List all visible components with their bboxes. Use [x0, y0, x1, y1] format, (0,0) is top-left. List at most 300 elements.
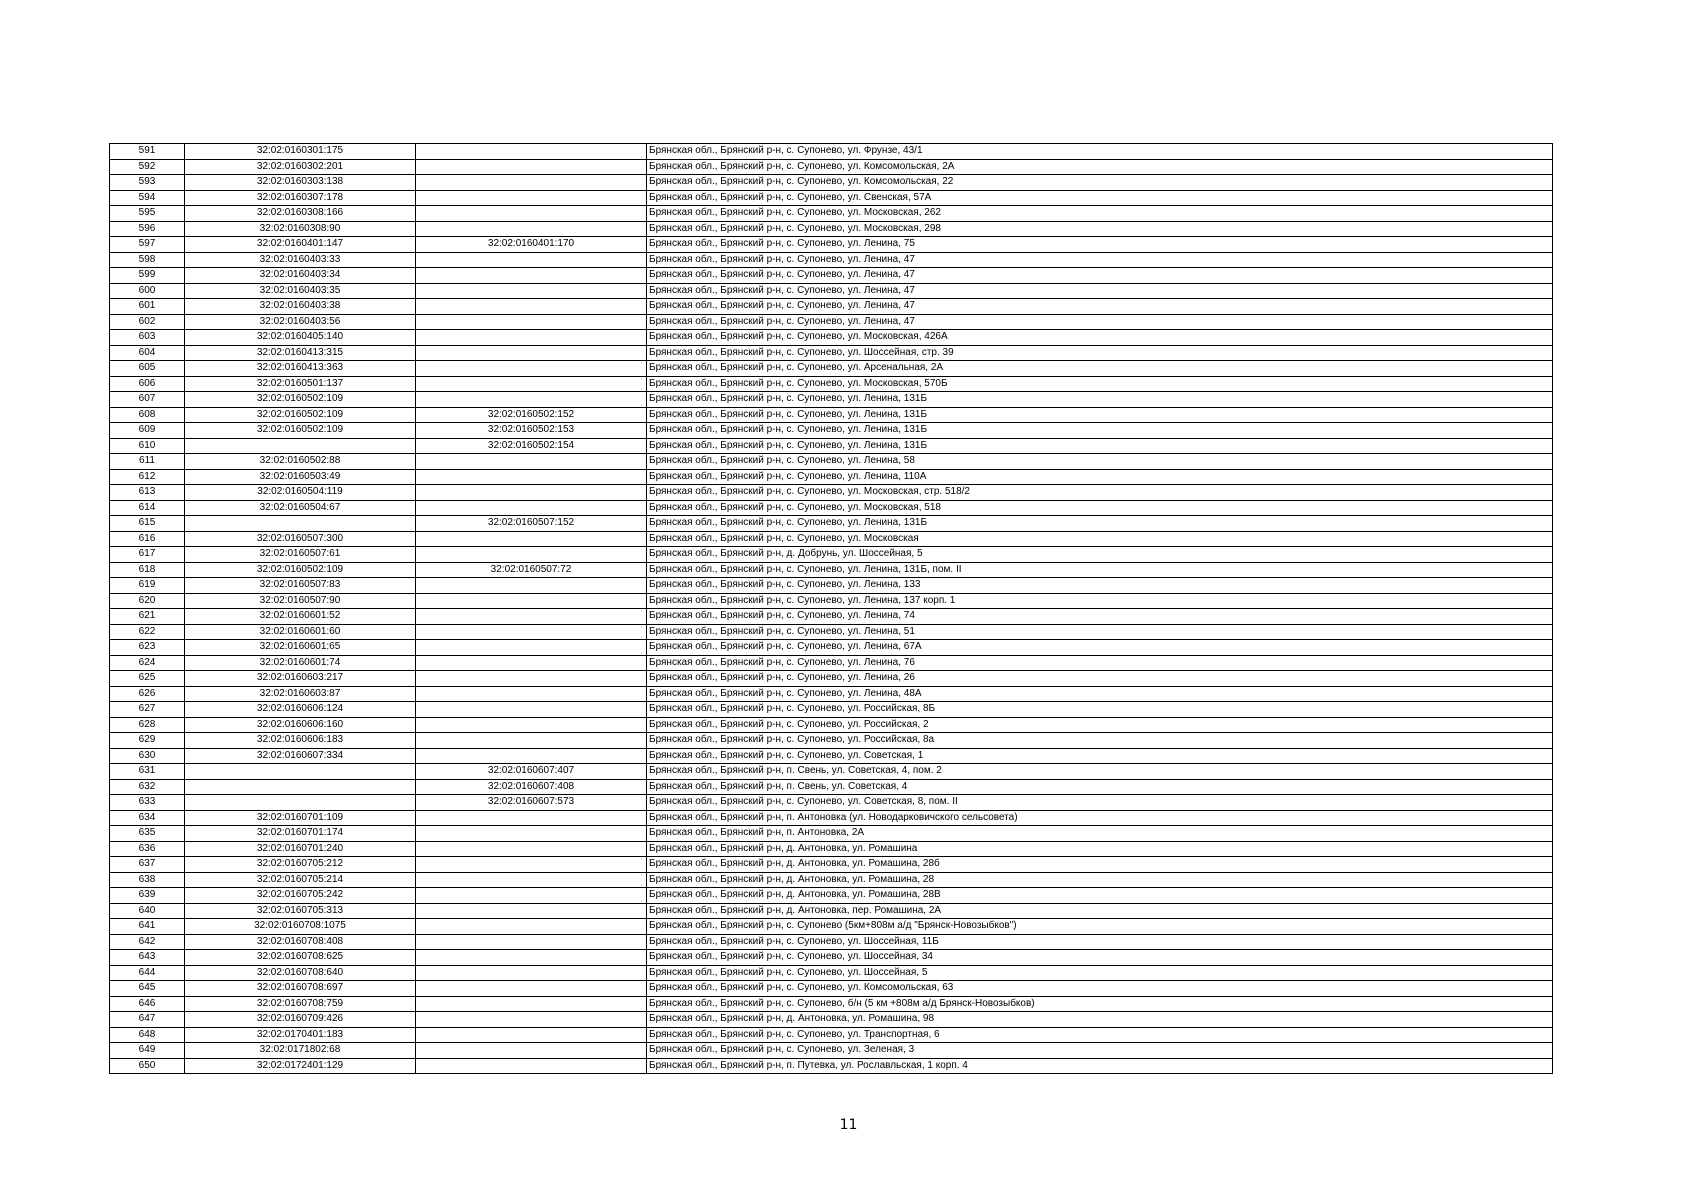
table-row: [110, 299, 1553, 315]
premises-cadastral-number-cell: [416, 996, 647, 1012]
premises-cadastral-number-cell: [416, 500, 647, 516]
address-cell: Брянская обл., Брянский р-н, с. Супонево, ул. Ленина, 131Б, пом. II: [647, 562, 1553, 578]
row-number-cell: 595: [110, 206, 185, 222]
row-number-cell: 602: [110, 314, 185, 330]
cadastral-number-cell: 32:02:0160708:640: [185, 965, 416, 981]
cadastral-number-cell: 32:02:0160708:697: [185, 981, 416, 997]
cadastral-number-cell: 32:02:0170401:183: [185, 1027, 416, 1043]
table-row: [110, 206, 1553, 222]
premises-cadastral-number-cell: [416, 593, 647, 609]
cadastral-number-cell: 32:02:0160705:212: [185, 857, 416, 873]
row-number-cell: 642: [110, 934, 185, 950]
row-number-cell: 648: [110, 1027, 185, 1043]
premises-cadastral-number-cell: [416, 810, 647, 826]
address-cell: Брянская обл., Брянский р-н, с. Супонево, ул. Ленина, 74: [647, 609, 1553, 625]
premises-cadastral-number-cell: 32:02:0160607:573: [416, 795, 647, 811]
table-row: [110, 671, 1553, 687]
cadastral-number-cell: 32:02:0160705:214: [185, 872, 416, 888]
cadastral-number-cell: 32:02:0160405:140: [185, 330, 416, 346]
premises-cadastral-number-cell: [416, 314, 647, 330]
premises-cadastral-number-cell: [416, 547, 647, 563]
table-row: [110, 795, 1553, 811]
premises-cadastral-number-cell: [416, 624, 647, 640]
premises-cadastral-number-cell: [416, 748, 647, 764]
premises-cadastral-number-cell: [416, 190, 647, 206]
address-cell: Брянская обл., Брянский р-н, с. Супонево, ул. Комсомольская, 2А: [647, 159, 1553, 175]
cadastral-number-cell: 32:02:0160606:160: [185, 717, 416, 733]
address-cell: Брянская обл., Брянский р-н, с. Супонево, ул. Ленина, 131Б: [647, 392, 1553, 408]
table-row: [110, 516, 1553, 532]
table-row: [110, 686, 1553, 702]
address-cell: Брянская обл., Брянский р-н, с. Супонево, ул. Российская, 8а: [647, 733, 1553, 749]
premises-cadastral-number-cell: [416, 671, 647, 687]
address-cell: Брянская обл., Брянский р-н, с. Супонево, ул. Ленина, 110А: [647, 469, 1553, 485]
address-cell: Брянская обл., Брянский р-н, с. Супонево, ул. Шоссейная, 5: [647, 965, 1553, 981]
address-cell: Брянская обл., Брянский р-н, с. Супонево, ул. Шоссейная, 11Б: [647, 934, 1553, 950]
premises-cadastral-number-cell: [416, 175, 647, 191]
row-number-cell: 640: [110, 903, 185, 919]
row-number-cell: 618: [110, 562, 185, 578]
cadastral-number-cell: 32:02:0160307:178: [185, 190, 416, 206]
premises-cadastral-number-cell: [416, 252, 647, 268]
premises-cadastral-number-cell: [416, 686, 647, 702]
row-number-cell: 637: [110, 857, 185, 873]
table-row: [110, 485, 1553, 501]
premises-cadastral-number-cell: [416, 578, 647, 594]
address-cell: Брянская обл., Брянский р-н, д. Антоновка, пер. Ромашина, 2А: [647, 903, 1553, 919]
table-row: [110, 392, 1553, 408]
row-number-cell: 633: [110, 795, 185, 811]
address-cell: Брянская обл., Брянский р-н, с. Супонево, ул. Ленина, 58: [647, 454, 1553, 470]
row-number-cell: 625: [110, 671, 185, 687]
row-number-cell: 624: [110, 655, 185, 671]
cadastral-number-cell: 32:02:0160507:300: [185, 531, 416, 547]
cadastral-number-cell: [185, 438, 416, 454]
table-row: [110, 454, 1553, 470]
row-number-cell: 591: [110, 144, 185, 160]
cadastral-number-cell: 32:02:0160601:65: [185, 640, 416, 656]
premises-cadastral-number-cell: [416, 888, 647, 904]
table-row: [110, 655, 1553, 671]
table-row: [110, 159, 1553, 175]
table-row: [110, 872, 1553, 888]
table-row: [110, 888, 1553, 904]
cadastral-number-cell: 32:02:0160308:166: [185, 206, 416, 222]
premises-cadastral-number-cell: 32:02:0160502:154: [416, 438, 647, 454]
address-cell: Брянская обл., Брянский р-н, с. Супонево, ул. Шоссейная, 34: [647, 950, 1553, 966]
premises-cadastral-number-cell: 32:02:0160401:170: [416, 237, 647, 253]
table-row: [110, 345, 1553, 361]
premises-cadastral-number-cell: [416, 206, 647, 222]
address-cell: Брянская обл., Брянский р-н, п. Антоновка, 2А: [647, 826, 1553, 842]
row-number-cell: 634: [110, 810, 185, 826]
cadastral-number-cell: 32:02:0160709:426: [185, 1012, 416, 1028]
row-number-cell: 643: [110, 950, 185, 966]
cadastral-number-cell: 32:02:0160504:67: [185, 500, 416, 516]
row-number-cell: 601: [110, 299, 185, 315]
premises-cadastral-number-cell: 32:02:0160607:408: [416, 779, 647, 795]
cadastral-number-cell: [185, 795, 416, 811]
row-number-cell: 614: [110, 500, 185, 516]
table-row: [110, 609, 1553, 625]
address-cell: Брянская обл., Брянский р-н, с. Супонево, ул. Ленина, 47: [647, 299, 1553, 315]
table-row: [110, 175, 1553, 191]
address-cell: Брянская обл., Брянский р-н, с. Супонево, ул. Фрунзе, 43/1: [647, 144, 1553, 160]
row-number-cell: 631: [110, 764, 185, 780]
premises-cadastral-number-cell: [416, 609, 647, 625]
table-row: [110, 438, 1553, 454]
row-number-cell: 617: [110, 547, 185, 563]
row-number-cell: 616: [110, 531, 185, 547]
cadastral-number-cell: [185, 516, 416, 532]
cadastral-number-cell: 32:02:0160413:363: [185, 361, 416, 377]
premises-cadastral-number-cell: [416, 485, 647, 501]
table-row: [110, 330, 1553, 346]
cadastral-number-cell: 32:02:0160708:625: [185, 950, 416, 966]
cadastral-number-cell: 32:02:0160606:183: [185, 733, 416, 749]
premises-cadastral-number-cell: 32:02:0160507:152: [416, 516, 647, 532]
table-row: [110, 593, 1553, 609]
address-cell: Брянская обл., Брянский р-н, с. Супонево, ул. Московская, 298: [647, 221, 1553, 237]
address-cell: Брянская обл., Брянский р-н, с. Супонево, ул. Московская, 426А: [647, 330, 1553, 346]
page-number: 11: [839, 1117, 858, 1133]
premises-cadastral-number-cell: [416, 144, 647, 160]
table-row: [110, 624, 1553, 640]
address-cell: Брянская обл., Брянский р-н, с. Супонево, ул. Ленина, 26: [647, 671, 1553, 687]
row-number-cell: 603: [110, 330, 185, 346]
table-row: [110, 407, 1553, 423]
row-number-cell: 635: [110, 826, 185, 842]
table-row: [110, 640, 1553, 656]
premises-cadastral-number-cell: [416, 655, 647, 671]
address-cell: Брянская обл., Брянский р-н, п. Свень, ул. Советская, 4, пом. 2: [647, 764, 1553, 780]
premises-cadastral-number-cell: [416, 841, 647, 857]
premises-cadastral-number-cell: [416, 221, 647, 237]
cadastral-number-cell: 32:02:0160708:759: [185, 996, 416, 1012]
premises-cadastral-number-cell: 32:02:0160507:72: [416, 562, 647, 578]
row-number-cell: 597: [110, 237, 185, 253]
cadastral-number-cell: 32:02:0160403:34: [185, 268, 416, 284]
cadastral-number-cell: 32:02:0160601:52: [185, 609, 416, 625]
row-number-cell: 626: [110, 686, 185, 702]
address-cell: Брянская обл., Брянский р-н, с. Супонево (5км+808м а/д "Брянск-Новозыбков"): [647, 919, 1553, 935]
address-cell: Брянская обл., Брянский р-н, с. Супонево, ул. Московская, 518: [647, 500, 1553, 516]
cadastral-number-cell: 32:02:0160701:174: [185, 826, 416, 842]
table-row: [110, 981, 1553, 997]
premises-cadastral-number-cell: [416, 903, 647, 919]
row-number-cell: 600: [110, 283, 185, 299]
premises-cadastral-number-cell: [416, 857, 647, 873]
row-number-cell: 592: [110, 159, 185, 175]
row-number-cell: 596: [110, 221, 185, 237]
cadastral-number-cell: 32:02:0160601:74: [185, 655, 416, 671]
table-row: [110, 996, 1553, 1012]
premises-cadastral-number-cell: [416, 965, 647, 981]
row-number-cell: 638: [110, 872, 185, 888]
premises-cadastral-number-cell: 32:02:0160607:407: [416, 764, 647, 780]
premises-cadastral-number-cell: [416, 950, 647, 966]
address-cell: Брянская обл., Брянский р-н, с. Супонево, ул. Московская, 262: [647, 206, 1553, 222]
row-number-cell: 610: [110, 438, 185, 454]
premises-cadastral-number-cell: [416, 159, 647, 175]
table-body: [110, 144, 1553, 1074]
premises-cadastral-number-cell: [416, 392, 647, 408]
row-number-cell: 641: [110, 919, 185, 935]
row-number-cell: 619: [110, 578, 185, 594]
row-number-cell: 621: [110, 609, 185, 625]
cadastral-number-cell: 32:02:0160603:217: [185, 671, 416, 687]
row-number-cell: 627: [110, 702, 185, 718]
premises-cadastral-number-cell: [416, 345, 647, 361]
table-row: [110, 919, 1553, 935]
address-cell: Брянская обл., Брянский р-н, с. Супонево, б/н (5 км +808м а/д Брянск-Новозыбков): [647, 996, 1553, 1012]
table-row: [110, 717, 1553, 733]
cadastral-number-cell: 32:02:0160401:147: [185, 237, 416, 253]
premises-cadastral-number-cell: 32:02:0160502:153: [416, 423, 647, 439]
premises-cadastral-number-cell: 32:02:0160502:152: [416, 407, 647, 423]
cadastral-number-cell: 32:02:0160507:61: [185, 547, 416, 563]
row-number-cell: 609: [110, 423, 185, 439]
table-row: [110, 237, 1553, 253]
address-cell: Брянская обл., Брянский р-н, д. Антоновка, ул. Ромашина, 28В: [647, 888, 1553, 904]
cadastral-number-cell: 32:02:0160705:313: [185, 903, 416, 919]
row-number-cell: 623: [110, 640, 185, 656]
table-row: [110, 1012, 1553, 1028]
row-number-cell: 604: [110, 345, 185, 361]
table-row: [110, 283, 1553, 299]
table-row: [110, 361, 1553, 377]
address-cell: Брянская обл., Брянский р-н, д. Антоновка, ул. Ромашина, 28: [647, 872, 1553, 888]
row-number-cell: 611: [110, 454, 185, 470]
address-cell: Брянская обл., Брянский р-н, с. Супонево, ул. Советская, 1: [647, 748, 1553, 764]
address-cell: Брянская обл., Брянский р-н, с. Супонево, ул. Арсенальная, 2А: [647, 361, 1553, 377]
table-row: [110, 144, 1553, 160]
table-row: [110, 376, 1553, 392]
cadastral-number-cell: 32:02:0160503:49: [185, 469, 416, 485]
cadastral-number-cell: 32:02:0160403:56: [185, 314, 416, 330]
address-cell: Брянская обл., Брянский р-н, с. Супонево, ул. Шоссейная, стр. 39: [647, 345, 1553, 361]
cadastral-number-cell: 32:02:0160301:175: [185, 144, 416, 160]
table-row: [110, 190, 1553, 206]
cadastral-number-cell: 32:02:0160501:137: [185, 376, 416, 392]
premises-cadastral-number-cell: [416, 872, 647, 888]
address-cell: Брянская обл., Брянский р-н, с. Супонево, ул. Ленина, 51: [647, 624, 1553, 640]
row-number-cell: 645: [110, 981, 185, 997]
premises-cadastral-number-cell: [416, 330, 647, 346]
table-row: [110, 1043, 1553, 1059]
row-number-cell: 606: [110, 376, 185, 392]
cadastral-number-cell: 32:02:0160403:38: [185, 299, 416, 315]
address-cell: Брянская обл., Брянский р-н, с. Супонево, ул. Ленина, 133: [647, 578, 1553, 594]
cadastral-number-cell: 32:02:0160413:315: [185, 345, 416, 361]
address-cell: Брянская обл., Брянский р-н, д. Антоновка, ул. Ромашина, 28б: [647, 857, 1553, 873]
address-cell: Брянская обл., Брянский р-н, п. Свень, ул. Советская, 4: [647, 779, 1553, 795]
premises-cadastral-number-cell: [416, 268, 647, 284]
premises-cadastral-number-cell: [416, 1027, 647, 1043]
address-cell: Брянская обл., Брянский р-н, с. Супонево, ул. Московская: [647, 531, 1553, 547]
premises-cadastral-number-cell: [416, 454, 647, 470]
cadastral-number-cell: 32:02:0160701:240: [185, 841, 416, 857]
cadastral-number-cell: 32:02:0160502:109: [185, 423, 416, 439]
row-number-cell: 605: [110, 361, 185, 377]
table-row: [110, 221, 1553, 237]
address-cell: Брянская обл., Брянский р-н, п. Путевка, ул. Рославльская, 1 корп. 4: [647, 1058, 1553, 1074]
row-number-cell: 594: [110, 190, 185, 206]
row-number-cell: 632: [110, 779, 185, 795]
premises-cadastral-number-cell: [416, 717, 647, 733]
address-cell: Брянская обл., Брянский р-н, с. Супонево, ул. Ленина, 67А: [647, 640, 1553, 656]
cadastral-number-cell: 32:02:0160403:33: [185, 252, 416, 268]
address-cell: Брянская обл., Брянский р-н, с. Супонево, ул. Российская, 2: [647, 717, 1553, 733]
premises-cadastral-number-cell: [416, 826, 647, 842]
table-row: [110, 857, 1553, 873]
row-number-cell: 650: [110, 1058, 185, 1074]
table-row: [110, 903, 1553, 919]
table-row: [110, 950, 1553, 966]
premises-cadastral-number-cell: [416, 1058, 647, 1074]
row-number-cell: 612: [110, 469, 185, 485]
table-row: [110, 779, 1553, 795]
table-row: [110, 934, 1553, 950]
address-cell: Брянская обл., Брянский р-н, с. Супонево, ул. Ленина, 47: [647, 252, 1553, 268]
table-row: [110, 965, 1553, 981]
table-row: [110, 826, 1553, 842]
address-cell: Брянская обл., Брянский р-н, д. Антоновка, ул. Ромашина, 98: [647, 1012, 1553, 1028]
table-row: [110, 469, 1553, 485]
table-row: [110, 1027, 1553, 1043]
cadastral-number-cell: 32:02:0171802:68: [185, 1043, 416, 1059]
row-number-cell: 620: [110, 593, 185, 609]
cadastral-number-cell: 32:02:0160701:109: [185, 810, 416, 826]
premises-cadastral-number-cell: [416, 469, 647, 485]
address-cell: Брянская обл., Брянский р-н, с. Супонево, ул. Ленина, 76: [647, 655, 1553, 671]
table-row: [110, 702, 1553, 718]
table-row: [110, 500, 1553, 516]
premises-cadastral-number-cell: [416, 702, 647, 718]
address-cell: Брянская обл., Брянский р-н, с. Супонево, ул. Московская, 570Б: [647, 376, 1553, 392]
address-cell: Брянская обл., Брянский р-н, с. Супонево, ул. Комсомольская, 22: [647, 175, 1553, 191]
table-row: [110, 252, 1553, 268]
table-row: [110, 547, 1553, 563]
cadastral-number-cell: 32:02:0160507:90: [185, 593, 416, 609]
address-cell: Брянская обл., Брянский р-н, с. Супонево, ул. Ленина, 131Б: [647, 438, 1553, 454]
row-number-cell: 615: [110, 516, 185, 532]
cadastral-number-cell: 32:02:0160708:408: [185, 934, 416, 950]
cadastral-number-cell: 32:02:0160601:60: [185, 624, 416, 640]
row-number-cell: 644: [110, 965, 185, 981]
cadastral-number-cell: 32:02:0160403:35: [185, 283, 416, 299]
row-number-cell: 629: [110, 733, 185, 749]
address-cell: Брянская обл., Брянский р-н, с. Супонево, ул. Ленина, 47: [647, 314, 1553, 330]
row-number-cell: 636: [110, 841, 185, 857]
address-cell: Брянская обл., Брянский р-н, с. Супонево, ул. Ленина, 47: [647, 283, 1553, 299]
address-cell: Брянская обл., Брянский р-н, с. Супонево, ул. Комсомольская, 63: [647, 981, 1553, 997]
row-number-cell: 593: [110, 175, 185, 191]
premises-cadastral-number-cell: [416, 1043, 647, 1059]
table-row: [110, 423, 1553, 439]
cadastral-number-cell: 32:02:0160302:201: [185, 159, 416, 175]
table-row: [110, 562, 1553, 578]
premises-cadastral-number-cell: [416, 361, 647, 377]
cadastral-number-cell: 32:02:0160303:138: [185, 175, 416, 191]
row-number-cell: 599: [110, 268, 185, 284]
table-row: [110, 531, 1553, 547]
row-number-cell: 639: [110, 888, 185, 904]
premises-cadastral-number-cell: [416, 531, 647, 547]
cadastral-number-cell: 32:02:0160708:1075: [185, 919, 416, 935]
cadastral-number-cell: 32:02:0160507:83: [185, 578, 416, 594]
premises-cadastral-number-cell: [416, 919, 647, 935]
property-registry-table: [109, 143, 1553, 1074]
table-row: [110, 841, 1553, 857]
cadastral-number-cell: 32:02:0160705:242: [185, 888, 416, 904]
cadastral-number-cell: 32:02:0172401:129: [185, 1058, 416, 1074]
cadastral-number-cell: 32:02:0160502:109: [185, 407, 416, 423]
premises-cadastral-number-cell: [416, 640, 647, 656]
table-row: [110, 1058, 1553, 1074]
table-row: [110, 764, 1553, 780]
cadastral-number-cell: 32:02:0160504:119: [185, 485, 416, 501]
cadastral-number-cell: [185, 764, 416, 780]
cadastral-number-cell: [185, 779, 416, 795]
row-number-cell: 608: [110, 407, 185, 423]
address-cell: Брянская обл., Брянский р-н, с. Супонево, ул. Советская, 8, пом. II: [647, 795, 1553, 811]
row-number-cell: 607: [110, 392, 185, 408]
table-row: [110, 748, 1553, 764]
address-cell: Брянская обл., Брянский р-н, с. Супонево, ул. Свенская, 57А: [647, 190, 1553, 206]
address-cell: Брянская обл., Брянский р-н, с. Супонево, ул. Ленина, 48А: [647, 686, 1553, 702]
table-row: [110, 810, 1553, 826]
table-row: [110, 578, 1553, 594]
address-cell: Брянская обл., Брянский р-н, с. Супонево, ул. Ленина, 131Б: [647, 407, 1553, 423]
address-cell: Брянская обл., Брянский р-н, с. Супонево, ул. Зеленая, 3: [647, 1043, 1553, 1059]
premises-cadastral-number-cell: [416, 299, 647, 315]
address-cell: Брянская обл., Брянский р-н, д. Добрунь, ул. Шоссейная, 5: [647, 547, 1553, 563]
premises-cadastral-number-cell: [416, 376, 647, 392]
address-cell: Брянская обл., Брянский р-н, с. Супонево, ул. Ленина, 131Б: [647, 516, 1553, 532]
address-cell: Брянская обл., Брянский р-н, с. Супонево, ул. Транспортная, 6: [647, 1027, 1553, 1043]
premises-cadastral-number-cell: [416, 283, 647, 299]
cadastral-number-cell: 32:02:0160502:109: [185, 562, 416, 578]
address-cell: Брянская обл., Брянский р-н, с. Супонево, ул. Ленина, 75: [647, 237, 1553, 253]
row-number-cell: 647: [110, 1012, 185, 1028]
address-cell: Брянская обл., Брянский р-н, с. Супонево, ул. Московская, стр. 518/2: [647, 485, 1553, 501]
address-cell: Брянская обл., Брянский р-н, с. Супонево, ул. Ленина, 131Б: [647, 423, 1553, 439]
row-number-cell: 622: [110, 624, 185, 640]
table-row: [110, 733, 1553, 749]
row-number-cell: 630: [110, 748, 185, 764]
address-cell: Брянская обл., Брянский р-н, с. Супонево, ул. Ленина, 137 корп. 1: [647, 593, 1553, 609]
cadastral-number-cell: 32:02:0160502:109: [185, 392, 416, 408]
table-row: [110, 314, 1553, 330]
address-cell: Брянская обл., Брянский р-н, с. Супонево, ул. Российская, 8Б: [647, 702, 1553, 718]
cadastral-number-cell: 32:02:0160606:124: [185, 702, 416, 718]
row-number-cell: 628: [110, 717, 185, 733]
address-cell: Брянская обл., Брянский р-н, с. Супонево, ул. Ленина, 47: [647, 268, 1553, 284]
address-cell: Брянская обл., Брянский р-н, п. Антоновка (ул. Новодарковичского сельсовета): [647, 810, 1553, 826]
row-number-cell: 598: [110, 252, 185, 268]
cadastral-number-cell: 32:02:0160502:88: [185, 454, 416, 470]
table-row: [110, 268, 1553, 284]
row-number-cell: 646: [110, 996, 185, 1012]
address-cell: Брянская обл., Брянский р-н, д. Антоновка, ул. Ромашина: [647, 841, 1553, 857]
premises-cadastral-number-cell: [416, 1012, 647, 1028]
row-number-cell: 613: [110, 485, 185, 501]
cadastral-number-cell: 32:02:0160308:90: [185, 221, 416, 237]
cadastral-number-cell: 32:02:0160603:87: [185, 686, 416, 702]
premises-cadastral-number-cell: [416, 733, 647, 749]
premises-cadastral-number-cell: [416, 981, 647, 997]
